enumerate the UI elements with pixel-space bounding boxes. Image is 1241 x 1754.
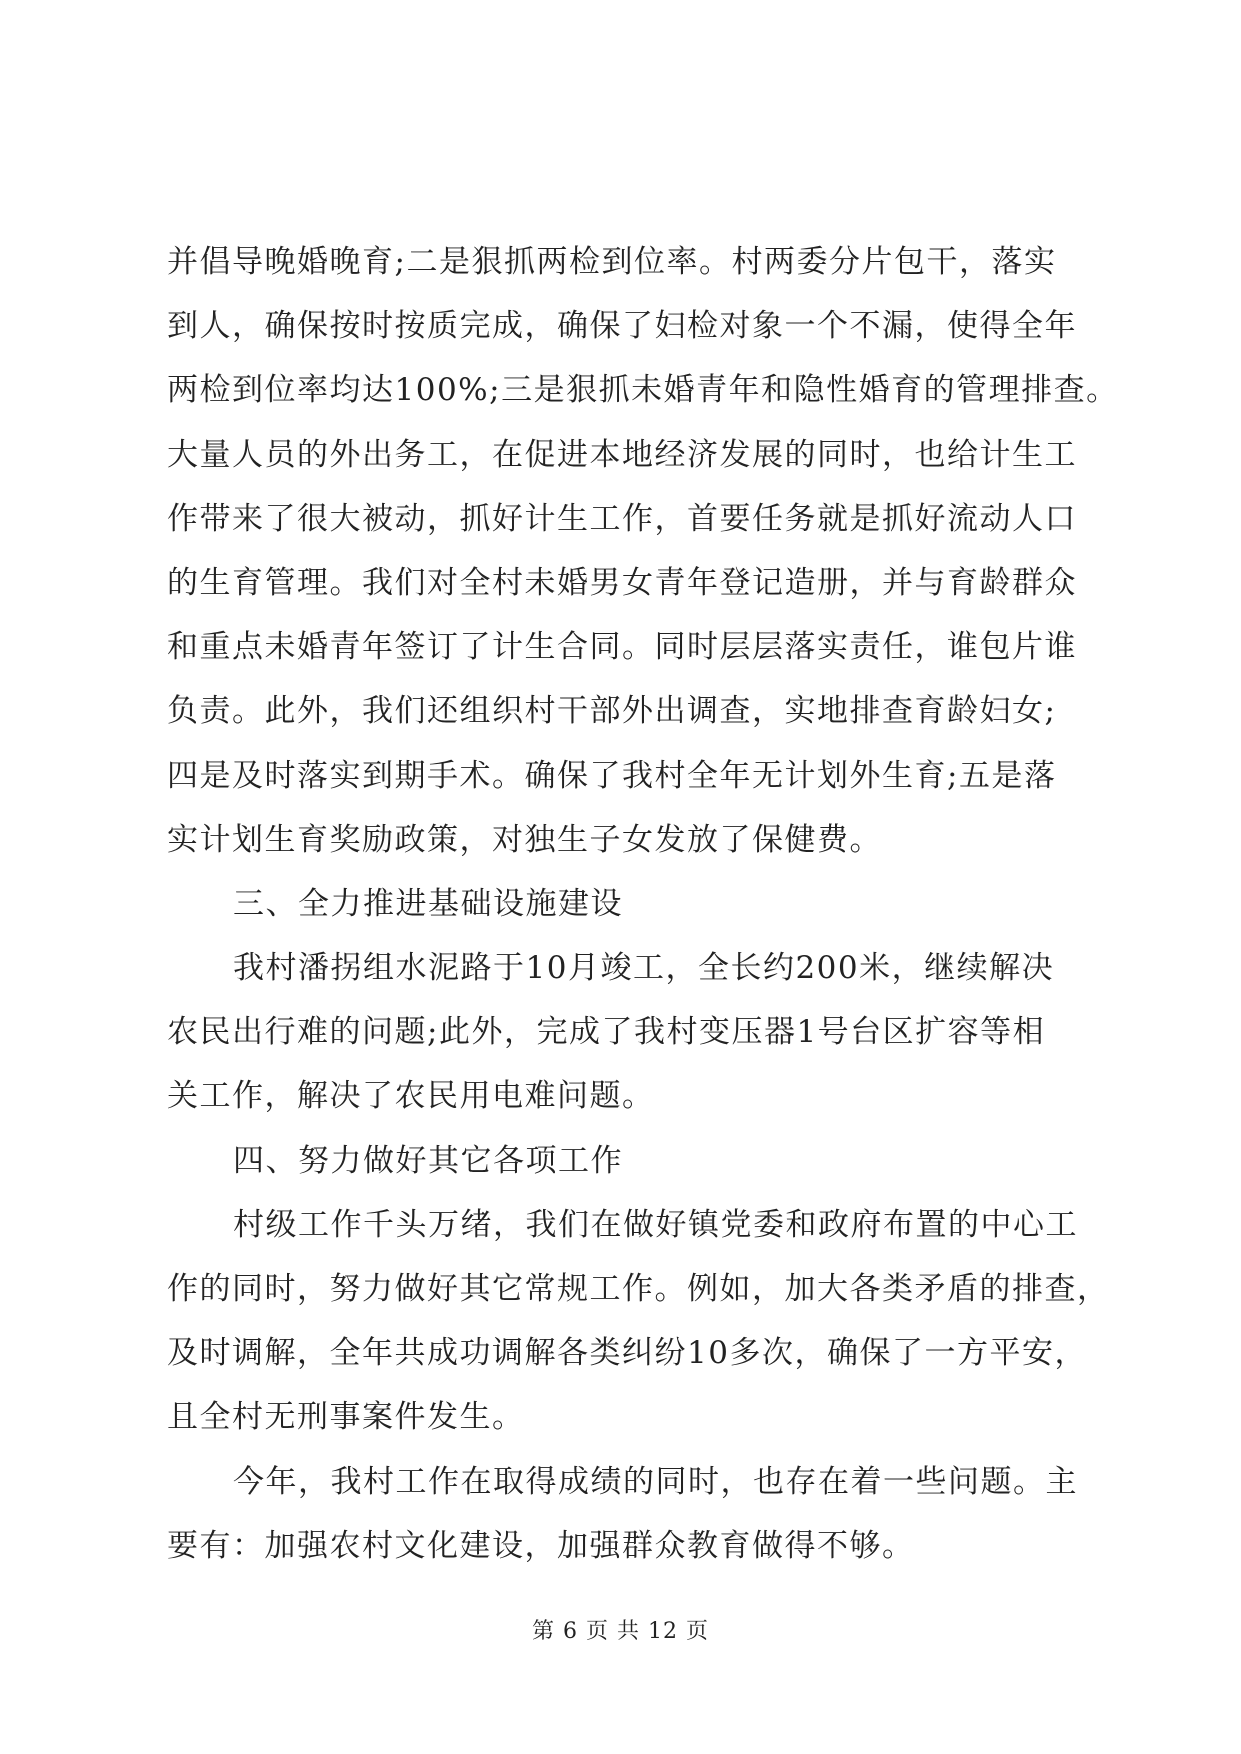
text-line: 今年，我村工作在取得成绩的同时，也存在着一些问题。主 xyxy=(233,1463,1078,1500)
page-number-label: 第 6 页 共 12 页 xyxy=(532,1619,709,1644)
text-line: 村级工作千头万绪，我们在做好镇党委和政府布置的中心工 xyxy=(233,1206,1078,1243)
text-line: 和重点未婚青年签订了计生合同。同时层层落实责任，谁包片谁 xyxy=(167,629,1077,666)
text-line: 作带来了很大被动，抓好计生工作，首要任务就是抓好流动人口 xyxy=(167,500,1077,537)
text-line: 作的同时，努力做好其它常规工作。例如，加大各类矛盾的排查， xyxy=(167,1271,1110,1307)
text-line: 及时调解，全年共成功调解各类纠纷10多次，确保了一方平安， xyxy=(167,1335,1087,1372)
text-line: 大量人员的外出务工，在促进本地经济发展的同时，也给计生工 xyxy=(167,436,1077,473)
text-line: 农民出行难的问题;此外，完成了我村变压器1号台区扩容等相 xyxy=(167,1014,1046,1051)
text-line: 且全村无刑事案件发生。 xyxy=(167,1399,525,1436)
section-heading: 四、努力做好其它各项工作 xyxy=(233,1142,623,1179)
text-line: 并倡导晚婚晚育;二是狠抓两检到位率。村两委分片包干，落实 xyxy=(167,244,1057,280)
text-line: 的生育管理。我们对全村未婚男女青年登记造册，并与育龄群众 xyxy=(167,564,1077,601)
section-heading: 三、全力推进基础设施建设 xyxy=(233,885,623,922)
document-body xyxy=(167,230,1119,1578)
text-line: 关工作，解决了农民用电难问题。 xyxy=(167,1078,655,1115)
text-line: 实计划生育奖励政策，对独生子女发放了保健费。 xyxy=(167,821,882,858)
page-footer xyxy=(0,1614,1241,1645)
text-line: 两检到位率均达100%;三是狠抓未婚青年和隐性婚育的管理排查。 xyxy=(167,372,1119,409)
text-line: 要有：加强农村文化建设，加强群众教育做得不够。 xyxy=(167,1527,915,1564)
text-line: 我村潘拐组水泥路于10月竣工，全长约200米，继续解决 xyxy=(233,950,1055,987)
text-line: 负责。此外，我们还组织村干部外出调查，实地排查育龄妇女; xyxy=(167,693,1057,730)
text-line: 到人，确保按时按质完成，确保了妇检对象一个不漏，使得全年 xyxy=(167,308,1077,345)
text-line: 四是及时落实到期手术。确保了我村全年无计划外生育;五是落 xyxy=(167,757,1057,794)
